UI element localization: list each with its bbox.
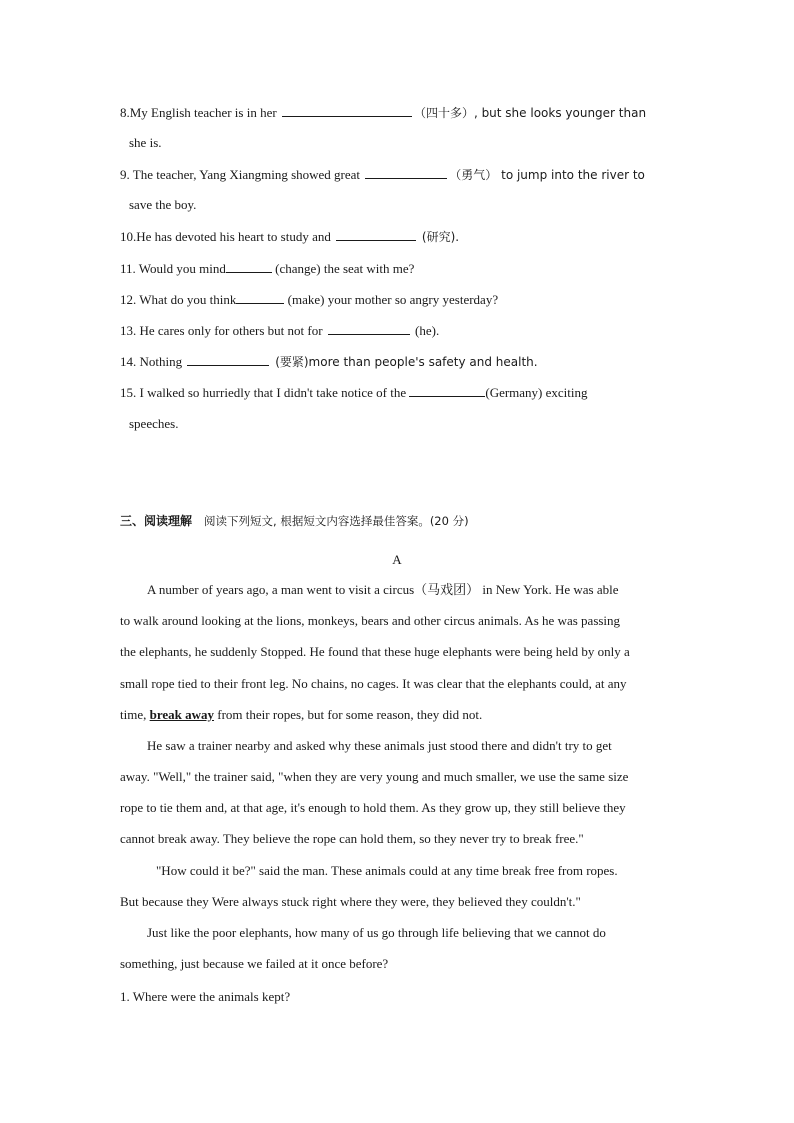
answer-blank[interactable] [187,352,269,366]
answer-blank[interactable] [226,259,272,273]
section-heading [120,512,469,530]
question-15 [120,383,588,402]
question-text: （勇气） to jump into the river to [449,168,645,182]
question-text: 12. What do you think [120,292,237,307]
passage-line: away. "Well," the trainer said, "when they are very young and much smaller, we use the same size [120,769,629,784]
passage-line: small rope tied to their front leg. No chains, no cages. It was clear that the elephants could, at any [120,676,627,691]
passage-line: But because they Were always stuck right where they were, they believed they couldn't." [120,894,581,909]
question-9 [120,165,645,184]
answer-blank[interactable] [409,383,485,397]
answer-blank[interactable] [236,290,284,304]
section-title: 三、阅读理解 [120,514,193,528]
answer-blank[interactable] [282,103,412,117]
passage-label: A [392,552,402,567]
question-text: 14. Nothing [120,354,186,369]
passage-line: something, just because we failed at it once before? [120,956,389,971]
answer-blank[interactable] [336,227,416,241]
passage-line: cannot break away. They believe the rope can hold them, so they never try to break free." [120,831,584,846]
passage-line: He saw a trainer nearby and asked why these animals just stood there and didn't try to get [147,738,612,753]
section-instruction: 阅读下列短文, 根据短文内容选择最佳答案。(20 分) [204,514,469,528]
question-text: (he). [411,323,440,338]
reading-question-1: 1. Where were the animals kept? [120,989,291,1004]
question-text: (make) your mother so angry yesterday? [284,292,499,307]
question-text: (研究). [418,230,460,244]
question-text: (要紧)more than people's safety and health. [271,355,538,369]
passage-line: A number of years ago, a man went to visit a circus（马戏团） in New York. He was able [147,582,619,597]
passage-line [120,706,482,724]
passage-line: rope to tie them and, at that age, it's enough to hold them. As they grow up, they still believe they [120,800,626,815]
question-10 [120,227,459,246]
question-text: 11. Would you mind [120,261,226,276]
passage-line: "How could it be?" said the man. These animals could at any time break free from ropes. [156,863,618,878]
passage-text: from their ropes, but for some reason, they did not. [214,707,483,722]
question-text: 10.He has devoted his heart to study and [120,229,335,244]
question-8 [120,103,646,122]
question-15-cont: speeches. [129,416,179,431]
question-text: 8.My English teacher is in her [120,105,280,120]
question-text: (Germany) exciting [485,385,588,400]
question-text: （四十多）, but she looks younger than [413,106,647,120]
passage-text: time, [120,707,150,722]
question-9-cont: save the boy. [129,197,197,212]
question-text: 9. The teacher, Yang Xiangming showed great [120,167,364,182]
question-8-cont: she is. [129,135,162,150]
question-12 [120,290,498,309]
question-text: 15. I walked so hurriedly that I didn't take notice of the [120,385,410,400]
question-14 [120,352,538,371]
answer-blank[interactable] [365,165,447,179]
passage-line: the elephants, he suddenly Stopped. He found that these huge elephants were being held by only a [120,644,630,659]
question-text: 13. He cares only for others but not for [120,323,326,338]
answer-blank[interactable] [328,321,410,335]
question-text: (change) the seat with me? [271,261,415,276]
passage-line: to walk around looking at the lions, monkeys, bears and other circus animals. As he was passing [120,613,621,628]
passage-line: Just like the poor elephants, how many of us go through life believing that we cannot do [147,925,606,940]
question-13 [120,321,439,340]
key-phrase: break away [149,707,215,722]
question-11 [120,259,414,278]
